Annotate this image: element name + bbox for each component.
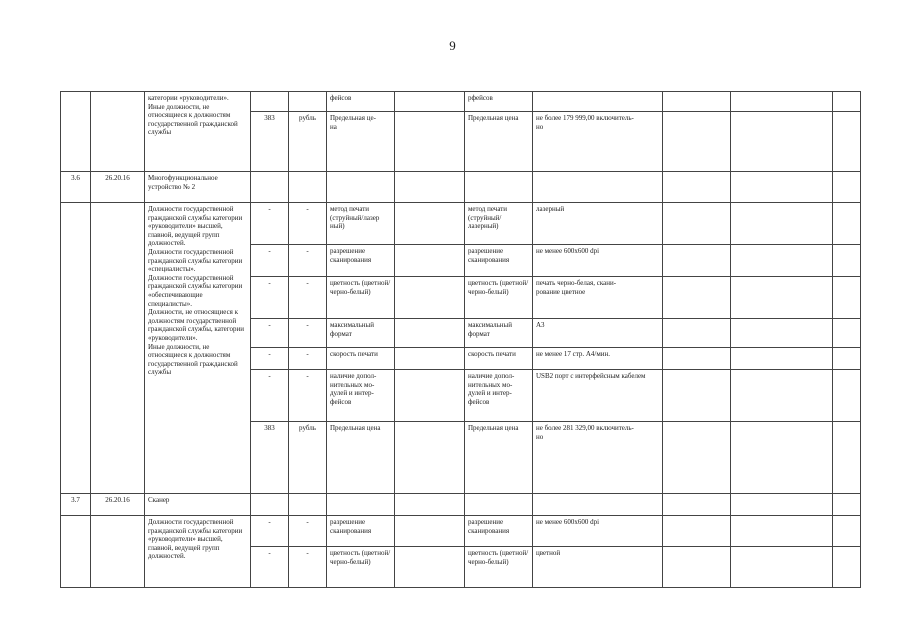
okei-code-cell: - xyxy=(251,516,289,547)
function-cell xyxy=(731,245,833,277)
extra-cell xyxy=(833,319,861,348)
positions-cell: категории «руководители». Иные должности, не относящиеся к должностям государственной гражданской службы xyxy=(145,92,251,172)
section-header-row xyxy=(61,494,861,516)
value-cell xyxy=(395,245,465,277)
value-cell xyxy=(395,92,465,112)
extra-cell xyxy=(833,112,861,172)
characteristic-cell: максимальный формат xyxy=(327,319,395,348)
positions-cell: Должности государственной гражданской службы категории «руководители» высшей, главной, ведущей групп должностей. Должности государственной гражданской службы категории «специалисты». Должности государственной гражданской службы категории «обеспечивающие специалисты». Должности, не относящиеся к должностям государственной гражданской службы, категории «руководители». Иные должности, не относящиеся к должностям государственной гражданской службы xyxy=(145,203,251,494)
okpd-code-cell xyxy=(91,516,145,588)
value-cell: цветной xyxy=(533,547,663,588)
justification-cell xyxy=(663,422,731,494)
okei-code-cell xyxy=(251,92,289,112)
unit-cell: - xyxy=(289,547,327,588)
specification-table xyxy=(60,91,861,588)
justification-cell xyxy=(663,348,731,370)
characteristic-cell: максимальный формат xyxy=(465,319,533,348)
value-cell: А3 xyxy=(533,319,663,348)
section-header-row xyxy=(61,172,861,203)
unit-cell xyxy=(289,92,327,112)
characteristic-cell: фейсов xyxy=(327,92,395,112)
extra-cell xyxy=(833,277,861,319)
justification-cell xyxy=(663,245,731,277)
function-cell xyxy=(731,277,833,319)
value-cell: не более 179 999,00 включитель- но xyxy=(533,112,663,172)
function-cell xyxy=(731,547,833,588)
table-row xyxy=(61,203,861,245)
okei-code-cell: - xyxy=(251,370,289,422)
extra-cell xyxy=(833,245,861,277)
value-cell xyxy=(395,203,465,245)
characteristic-cell: Предельная цена xyxy=(465,112,533,172)
unit-cell: - xyxy=(289,348,327,370)
value-cell xyxy=(395,516,465,547)
characteristic-cell: цветность (цветной/ черно-белый) xyxy=(465,547,533,588)
characteristic-cell: Предельная це- на xyxy=(327,112,395,172)
function-cell xyxy=(731,422,833,494)
extra-cell xyxy=(833,422,861,494)
value-cell xyxy=(395,348,465,370)
row-number-cell: 3.6 xyxy=(61,172,91,203)
okei-code-cell: - xyxy=(251,203,289,245)
item-name-cell: Многофункциональное устройство № 2 xyxy=(145,172,251,203)
justification-cell xyxy=(663,277,731,319)
okpd-code-cell xyxy=(91,92,145,172)
value-cell xyxy=(395,547,465,588)
okei-code-cell: - xyxy=(251,245,289,277)
extra-cell xyxy=(833,547,861,588)
extra-cell xyxy=(833,203,861,245)
unit-cell: рубль xyxy=(289,422,327,494)
value-cell: лазерный xyxy=(533,203,663,245)
characteristic-cell: цветность (цветной/ черно-белый) xyxy=(327,547,395,588)
value-cell xyxy=(395,277,465,319)
characteristic-cell: Предельная цена xyxy=(465,422,533,494)
function-cell xyxy=(731,348,833,370)
okpd-code-cell: 26.20.16 xyxy=(91,494,145,516)
function-cell xyxy=(731,92,833,112)
value-cell xyxy=(533,92,663,112)
unit-cell: - xyxy=(289,277,327,319)
value-cell: печать черно-белая, скани- рование цветное xyxy=(533,277,663,319)
okei-code-cell: - xyxy=(251,348,289,370)
justification-cell xyxy=(663,547,731,588)
characteristic-cell: разрешение сканирования xyxy=(465,245,533,277)
justification-cell xyxy=(663,92,731,112)
extra-cell xyxy=(833,516,861,547)
function-cell xyxy=(731,203,833,245)
row-number-cell xyxy=(61,516,91,588)
okei-code-cell: - xyxy=(251,547,289,588)
value-cell: не менее 17 стр. А4/мин. xyxy=(533,348,663,370)
okei-code-cell: - xyxy=(251,319,289,348)
characteristic-cell: Предельная цена xyxy=(327,422,395,494)
okei-code-cell: 383 xyxy=(251,422,289,494)
table-row xyxy=(61,92,861,112)
characteristic-cell: цветность (цветной/ черно-белый) xyxy=(327,277,395,319)
value-cell: не менее 600x600 dpi xyxy=(533,245,663,277)
row-number-cell xyxy=(61,92,91,172)
unit-cell: - xyxy=(289,516,327,547)
item-name-cell: Сканер xyxy=(145,494,251,516)
row-number-cell xyxy=(61,203,91,494)
characteristic-cell: рфейсов xyxy=(465,92,533,112)
characteristic-cell: метод печати (струйный/лазер ный) xyxy=(327,203,395,245)
characteristic-cell: скорость печати xyxy=(327,348,395,370)
value-cell: USB2 порт с интерфейсным кабелем xyxy=(533,370,663,422)
okpd-code-cell: 26.20.16 xyxy=(91,172,145,203)
okpd-code-cell xyxy=(91,203,145,494)
characteristic-cell: цветность (цветной/ черно-белый) xyxy=(465,277,533,319)
justification-cell xyxy=(663,516,731,547)
value-cell: не более 281 329,00 включитель- но xyxy=(533,422,663,494)
function-cell xyxy=(731,319,833,348)
page-number: 9 xyxy=(449,38,456,53)
characteristic-cell: разрешение сканирования xyxy=(327,516,395,547)
justification-cell xyxy=(663,370,731,422)
okei-code-cell: 383 xyxy=(251,112,289,172)
unit-cell: - xyxy=(289,203,327,245)
justification-cell xyxy=(663,112,731,172)
characteristic-cell: наличие допол- нительных мо- дулей и интер- фейсов xyxy=(327,370,395,422)
extra-cell xyxy=(833,92,861,112)
characteristic-cell: метод печати (струйный/ лазерный) xyxy=(465,203,533,245)
function-cell xyxy=(731,112,833,172)
value-cell xyxy=(395,319,465,348)
table-row xyxy=(61,516,861,547)
function-cell xyxy=(731,516,833,547)
value-cell xyxy=(395,112,465,172)
justification-cell xyxy=(663,203,731,245)
extra-cell xyxy=(833,348,861,370)
justification-cell xyxy=(663,319,731,348)
value-cell xyxy=(395,370,465,422)
unit-cell: - xyxy=(289,319,327,348)
okei-code-cell: - xyxy=(251,277,289,319)
row-number-cell: 3.7 xyxy=(61,494,91,516)
function-cell xyxy=(731,370,833,422)
characteristic-cell: разрешение сканирования xyxy=(327,245,395,277)
positions-cell: Должности государственной гражданской службы категории «руководители» высшей, главной, ведущей групп должностей. xyxy=(145,516,251,588)
characteristic-cell: скорость печати xyxy=(465,348,533,370)
characteristic-cell: наличие допол- нительных мо- дулей и интер- фейсов xyxy=(465,370,533,422)
unit-cell: - xyxy=(289,370,327,422)
unit-cell: - xyxy=(289,245,327,277)
value-cell xyxy=(395,422,465,494)
extra-cell xyxy=(833,370,861,422)
value-cell: не менее 600x600 dpi xyxy=(533,516,663,547)
characteristic-cell: разрешение сканирования xyxy=(465,516,533,547)
unit-cell: рубль xyxy=(289,112,327,172)
